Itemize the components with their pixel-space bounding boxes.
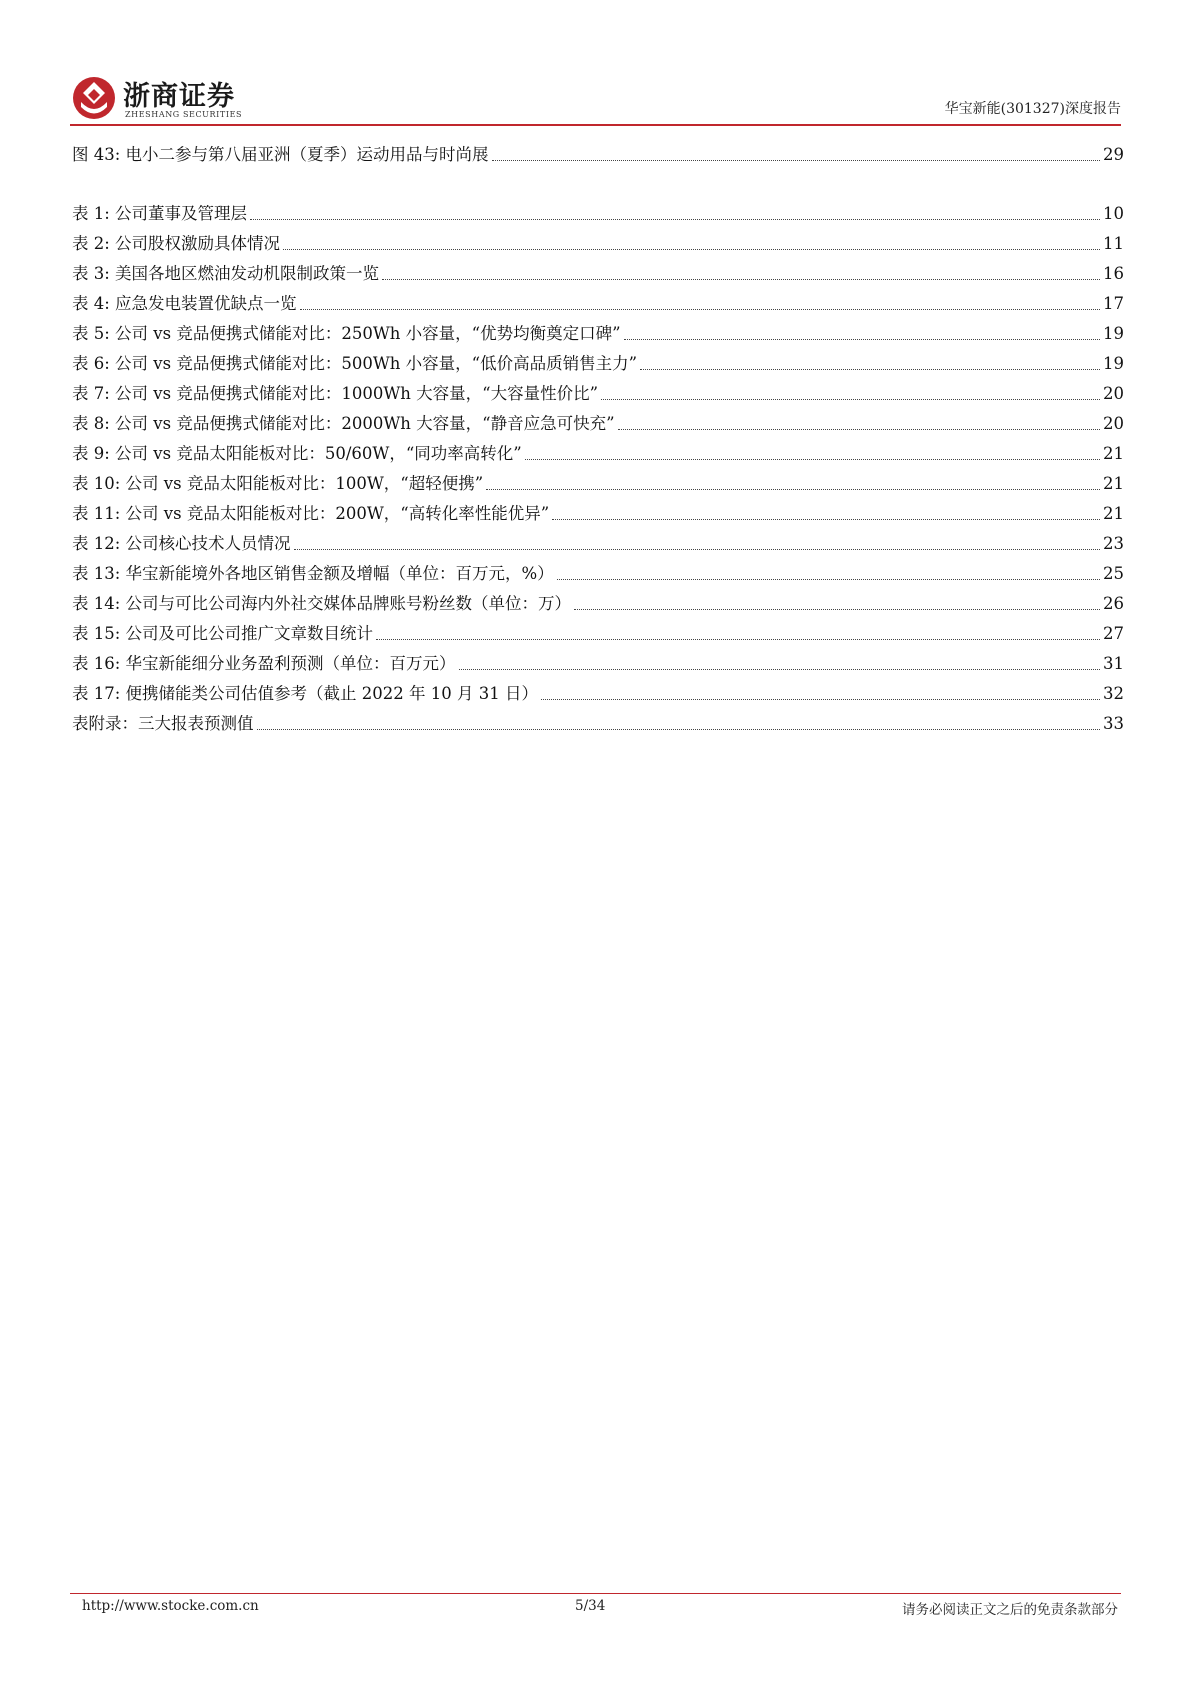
toc-item-page: 27 [1103, 624, 1124, 643]
toc-item-page: 31 [1103, 654, 1124, 673]
toc-figure-item[interactable] [72, 142, 1124, 166]
toc-item-page: 21 [1103, 444, 1124, 463]
toc-dot-leader [459, 668, 1100, 670]
toc-dot-leader [283, 248, 1100, 250]
toc-item-label: 表 4: 应急发电装置优缺点一览 [72, 294, 297, 313]
toc-item-label: 表 10: 公司 vs 竞品太阳能板对比：100W，“超轻便携” [72, 474, 484, 493]
toc-item-page: 26 [1103, 594, 1124, 613]
toc-item-page: 11 [1103, 234, 1124, 253]
toc-dot-leader [541, 698, 1100, 700]
toc-table-item[interactable] [72, 381, 1124, 405]
toc-item-page: 21 [1103, 474, 1124, 493]
toc-item-page: 29 [1103, 145, 1124, 164]
toc-item-label: 表 7: 公司 vs 竞品便携式储能对比：1000Wh 大容量，“大容量性价比” [72, 384, 599, 403]
toc-item-label: 表 16: 华宝新能细分业务盈利预测（单位：百万元） [72, 654, 456, 673]
logo-chinese-name: 浙商证券 [123, 81, 235, 112]
toc-item-page: 33 [1103, 714, 1124, 733]
toc-table-item[interactable] [72, 411, 1124, 435]
toc-table-item[interactable] [72, 201, 1124, 225]
zheshang-logo-icon [72, 76, 116, 120]
toc-item-label: 图 43: 电小二参与第八届亚洲（夏季）运动用品与时尚展 [72, 145, 489, 164]
toc-dot-leader [250, 218, 1100, 220]
toc-table-item[interactable] [72, 711, 1124, 735]
toc-dot-leader [574, 608, 1100, 610]
toc-item-label: 表 12: 公司核心技术人员情况 [72, 534, 291, 553]
footer-page-number: 5/34 [575, 1598, 606, 1614]
toc-item-page: 20 [1103, 384, 1124, 403]
toc-item-label: 表 11: 公司 vs 竞品太阳能板对比：200W，“高转化率性能优异” [72, 504, 550, 523]
toc-dot-leader [601, 398, 1100, 400]
toc-dot-leader [525, 458, 1100, 460]
header-divider [70, 124, 1121, 126]
toc-item-label: 表 8: 公司 vs 竞品便携式储能对比：2000Wh 大容量，“静音应急可快充” [72, 414, 615, 433]
toc-table-item[interactable] [72, 681, 1124, 705]
toc-table-item[interactable] [72, 591, 1124, 615]
page-header [70, 68, 1121, 124]
toc-dot-leader [486, 488, 1100, 490]
toc-table-item[interactable] [72, 231, 1124, 255]
report-title: 华宝新能(301327)深度报告 [944, 101, 1121, 117]
toc-dot-leader [557, 578, 1100, 580]
toc-table-item[interactable] [72, 351, 1124, 375]
toc-item-label: 表 6: 公司 vs 竞品便携式储能对比：500Wh 小容量，“低价高品质销售主力” [72, 354, 638, 373]
toc-item-page: 25 [1103, 564, 1124, 583]
footer-website-link[interactable]: http://www.stocke.com.cn [82, 1598, 259, 1614]
toc-item-label: 表附录：三大报表预测值 [72, 714, 254, 733]
toc-table-item[interactable] [72, 261, 1124, 285]
toc-item-label: 表 2: 公司股权激励具体情况 [72, 234, 281, 253]
toc-item-label: 表 3: 美国各地区燃油发动机限制政策一览 [72, 264, 380, 283]
toc-table-item[interactable] [72, 561, 1124, 585]
toc-dot-leader [294, 548, 1100, 550]
toc-dot-leader [300, 308, 1100, 310]
toc-item-label: 表 5: 公司 vs 竞品便携式储能对比：250Wh 小容量，“优势均衡奠定口碑” [72, 324, 621, 343]
toc-table-item[interactable] [72, 531, 1124, 555]
toc-item-label: 表 1: 公司董事及管理层 [72, 204, 248, 223]
toc-item-label: 表 15: 公司及可比公司推广文章数目统计 [72, 624, 374, 643]
toc-dot-leader [618, 428, 1100, 430]
toc-table-item[interactable] [72, 501, 1124, 525]
toc-table-item[interactable] [72, 651, 1124, 675]
toc-item-page: 17 [1103, 294, 1124, 313]
toc-item-page: 32 [1103, 684, 1124, 703]
toc-dot-leader [257, 728, 1101, 730]
toc-item-label: 表 14: 公司与可比公司海内外社交媒体品牌账号粉丝数（单位：万） [72, 594, 572, 613]
toc-table-item[interactable] [72, 441, 1124, 465]
footer-divider [70, 1593, 1121, 1594]
toc-dot-leader [640, 368, 1100, 370]
toc-item-label: 表 9: 公司 vs 竞品太阳能板对比：50/60W，“同功率高转化” [72, 444, 522, 463]
toc-dot-leader [552, 518, 1100, 520]
toc-dot-leader [624, 338, 1100, 340]
footer-disclaimer-note: 请务必阅读正文之后的免责条款部分 [902, 1602, 1118, 1618]
toc-item-label: 表 13: 华宝新能境外各地区销售金额及增幅（单位：百万元，%） [72, 564, 554, 583]
logo-english-name: ZHESHANG SECURITIES [125, 110, 243, 119]
toc-table-item[interactable] [72, 621, 1124, 645]
toc-item-page: 23 [1103, 534, 1124, 553]
toc-table-item[interactable] [72, 321, 1124, 345]
toc-item-page: 10 [1103, 204, 1124, 223]
toc-table-item[interactable] [72, 471, 1124, 495]
toc-dot-leader [492, 159, 1100, 161]
toc-item-page: 19 [1103, 354, 1124, 373]
toc-item-label: 表 17: 便携储能类公司估值参考（截止 2022 年 10 月 31 日） [72, 684, 538, 703]
toc-item-page: 20 [1103, 414, 1124, 433]
toc-item-page: 21 [1103, 504, 1124, 523]
toc-item-page: 19 [1103, 324, 1124, 343]
toc-table-item[interactable] [72, 291, 1124, 315]
toc-item-page: 16 [1103, 264, 1124, 283]
toc-dot-leader [382, 278, 1100, 280]
toc-dot-leader [376, 638, 1100, 640]
